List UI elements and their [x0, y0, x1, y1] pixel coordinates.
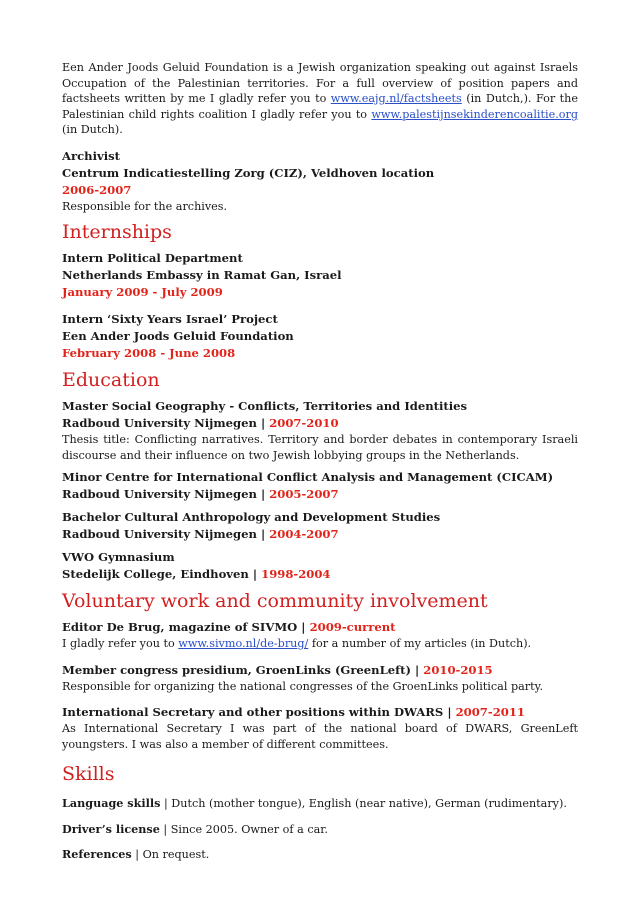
institution-name: Stedelijk College, Eindhoven | — [62, 567, 258, 581]
internship-entry — [62, 250, 578, 301]
role-dates: 2007-2011 — [455, 705, 525, 719]
role-dates: 2010-2015 — [423, 662, 493, 677]
degree-institution — [62, 486, 578, 503]
institution-name: Radboud University Nijmegen | — [62, 487, 266, 501]
education-entry — [62, 509, 578, 543]
job-dates: 2006-2007 — [62, 182, 132, 197]
skill-row — [62, 822, 578, 838]
skill-label: Language skills — [62, 796, 161, 810]
job-description: Responsible for the archives. — [62, 199, 228, 213]
eajg-factsheets-link[interactable]: www.eajg.nl/factsheets — [330, 92, 462, 105]
job-title: Archivist — [62, 148, 121, 163]
skill-row — [62, 847, 578, 863]
internship-dates: February 2008 - June 2008 — [62, 346, 236, 360]
internship-entry — [62, 311, 578, 362]
skill-label: Driver’s license — [62, 821, 160, 836]
intro-paragraph — [62, 60, 578, 138]
role-text: for a number of my articles (in Dutch). — [308, 637, 532, 650]
degree-institution — [62, 566, 578, 583]
degree-dates: 1998-2004 — [261, 567, 331, 581]
intro-text: (in Dutch,). For the Palestinian child rights coalition I gladly refer you to — [62, 92, 578, 121]
institution-name: Radboud University Nijmegen | — [62, 527, 266, 541]
section-heading-voluntary: Voluntary work and community involvement — [62, 590, 488, 612]
role-text: I gladly refer you to — [62, 637, 179, 650]
role-description: Responsible for organizing the national congresses of the GroenLinks political party. — [62, 679, 544, 693]
sivmo-de-brug-link[interactable]: www.sivmo.nl/de-brug/ — [178, 637, 309, 650]
role-description — [62, 636, 578, 652]
internship-title: Intern Political Department — [62, 251, 243, 265]
voluntary-entry — [62, 619, 578, 652]
intro-text: Een Ander Joods Geluid Foundation is a Jewish organization speaking out against Israels Occupation of the Palestinian territories. For a full overview of position papers and factsheets written by me I gladly refer you to — [62, 61, 578, 105]
degree-title: VWO Gymnasium — [62, 550, 175, 564]
education-entry — [62, 469, 578, 503]
degree-title: Minor Centre for International Conflict Analysis and Management (CICAM) — [62, 470, 554, 484]
skill-value: | On request. — [131, 848, 210, 861]
palestinian-coalition-link[interactable]: www.palestijnsekinderencoalitie.org — [371, 107, 578, 121]
degree-dates: 2004-2007 — [269, 527, 339, 541]
internship-organization: Netherlands Embassy in Ramat Gan, Israel — [62, 268, 342, 282]
voluntary-entry — [62, 704, 578, 752]
section-heading-internships: Internships — [62, 221, 172, 243]
internship-dates: January 2009 - July 2009 — [62, 285, 223, 299]
internship-organization: Een Ander Joods Geluid Foundation — [62, 329, 294, 343]
role-dates: 2009-current — [309, 620, 396, 634]
skill-row — [62, 796, 578, 812]
degree-dates: 2007-2010 — [269, 416, 339, 430]
cv-page — [62, 60, 578, 863]
institution-name: Radboud University Nijmegen | — [62, 416, 266, 430]
role-description: As International Secretary I was part of the national board of DWARS, GreenLeft youngsters. I was also a member of different committees. — [62, 722, 578, 751]
job-organization: Centrum Indicatiestelling Zorg (CIZ), Veldhoven location — [62, 165, 435, 180]
education-entry — [62, 398, 578, 463]
degree-dates: 2005-2007 — [269, 487, 339, 501]
section-heading-education: Education — [62, 369, 160, 391]
section-heading-skills: Skills — [62, 763, 115, 785]
skill-label: References — [62, 847, 132, 861]
degree-title: Master Social Geography - Conflicts, Territories and Identities — [62, 399, 468, 413]
intro-text: (in Dutch). — [62, 123, 123, 136]
skill-value: | Dutch (mother tongue), English (near native), German (rudimentary). — [160, 797, 567, 810]
degree-institution — [62, 526, 578, 543]
degree-description: Thesis title: Conflicting narratives. Territory and border debates in contemporary Israeli discourse and their influence on two Jewish lobbying groups in the Netherlands. — [62, 433, 578, 462]
role-title: International Secretary and other positions within DWARS | — [62, 705, 452, 719]
voluntary-entry — [62, 662, 578, 695]
archivist-entry — [62, 148, 578, 215]
role-title: Editor De Brug, magazine of SIVMO | — [62, 620, 306, 634]
skill-value: | Since 2005. Owner of a car. — [159, 822, 328, 836]
internship-title: Intern ‘Sixty Years Israel’ Project — [62, 312, 278, 326]
degree-title: Bachelor Cultural Anthropology and Development Studies — [62, 510, 441, 524]
degree-institution — [62, 415, 578, 432]
role-title: Member congress presidium, GroenLinks (GreenLeft) | — [62, 662, 420, 677]
education-entry — [62, 549, 578, 583]
